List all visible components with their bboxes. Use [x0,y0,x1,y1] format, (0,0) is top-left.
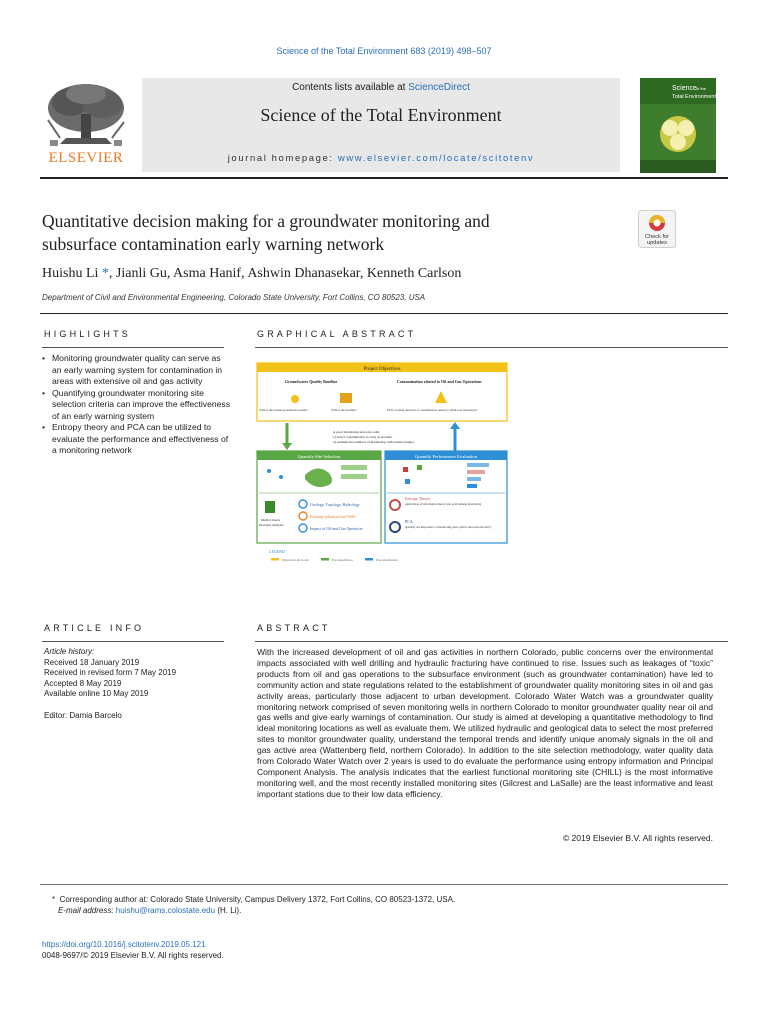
footnote-star: * [52,895,56,904]
footnote-divider [40,884,728,885]
cover-of-the: of the [696,86,707,91]
author-list [42,266,461,282]
pca-desc: Quantify the importance of monitoring sites (which sites perform best?) [405,525,492,529]
rank-bar [467,484,477,488]
highlights-heading: HIGHLIGHTS [44,329,132,339]
accepted-date: Accepted 8 May 2019 [44,678,122,688]
criterion-oilgas: Impact of Oil and Gas Operation [310,526,363,531]
graphical-abstract-figure[interactable] [255,353,511,571]
corresponding-footnote [52,894,455,916]
criterion-geology: Geology, Topology, Hydrology [310,502,360,507]
criterion-infrastructure: Existing infrastructure/Wells [310,514,356,519]
journal-reference-link[interactable]: Science of the Total Environment 683 (2019) 498–507 [276,46,492,56]
graphical-abstract-heading: GRAPHICAL ABSTRACT [257,329,417,339]
journal-title: Science of the Total Environment [260,105,502,125]
email-suffix: (H. Li). [215,906,242,915]
homepage-prefix: journal homepage: [227,153,338,164]
corresponding-author-note [52,894,455,905]
email-label: E-mail address: [58,906,116,915]
highlight-item: • Monitoring groundwater quality can serve as an early warning system for contamination in areas with extensive oil and gas activity [40,353,230,388]
homepage-link[interactable]: www.elsevier.com/locate/scitotenv [337,153,535,164]
legend-swatch-post [365,558,373,561]
article-title-line2: subsurface contamination early warning network [42,234,385,254]
article-history-label: Article history: [44,647,95,656]
network-note-2: 1) detect contamination as early as possible. [333,435,393,439]
highlight-item: • Quantifying groundwater monitoring site selection criteria can improve the effectiveness of an early warning system [40,388,230,423]
network-note-3: 2) optimize the numbers of monitoring wells/reduce budget. [333,440,415,444]
rank-bar [467,477,481,481]
online-date: Available online 10 May 2019 [44,689,149,699]
mcda-line1: Multi-Criteria [261,518,281,522]
revised-date: Received in revised form 7 May 2019 [44,668,177,678]
first-author: Huishu Li [42,266,102,281]
legend-swatch-pre [321,558,329,561]
rank-bar [467,470,485,474]
article-info-divider [42,641,224,642]
sun-icon [291,395,299,403]
question-early-warning: Early warning detection of contamination related to Oil & Gas Operations? [387,408,478,412]
received-date: Received 18 January 2019 [44,657,140,667]
email-link[interactable]: huishu@rams.colostate.edu [115,906,216,915]
legend-objectives: Objectives & Goals [282,558,309,562]
other-authors: , Jianli Gu, Asma Hanif, Ashwin Dhanasekar, Kenneth Carlson [108,266,462,281]
abstract-divider [255,641,728,642]
legend-pre-installation: Pre-installation [332,558,353,562]
baseline-label: Groundwater Quality Baseline [285,379,338,384]
check-badge-line1: Check for [645,234,669,240]
well-marker-icon [267,469,271,473]
title-divider [40,313,728,314]
abstract-copyright: © 2019 Elsevier B.V. All rights reserved. [562,833,713,843]
question-baseline: What is the baseline? [331,408,357,412]
author-affiliation: Department of Civil and Environmental Engineering, Colorado State University, Fort Collins, CO 80523, USA [42,293,426,302]
header-divider [40,177,728,179]
legend-post-installation: Post-installation [376,558,399,562]
corresponding-address: Corresponding author at: Colorado State University, Campus Delivery 1372, Fort Collins, CO 80523-1372, USA. [59,895,456,904]
graphical-abstract-divider [255,347,728,348]
abstract-heading: ABSTRACT [257,623,331,633]
check-for-updates-badge[interactable] [638,210,676,248]
article-info-heading: ARTICLE INFO [44,623,145,633]
rank-bar [467,463,489,467]
site-marker-icon [417,465,422,470]
site-marker-icon [405,479,410,484]
sciencedirect-link[interactable]: ScienceDirect [408,82,470,93]
entropy-desc: Application of information theory into environment monitoring [405,502,482,506]
article-title-line1: Quantitative decision making for a groundwater monitoring and [42,211,490,231]
performance-label: Quantify Performance Evaluation [415,454,477,459]
check-badge-line2: updates [647,240,667,246]
cover-title-line1: Science [672,85,697,92]
pca-title: PCA [405,519,413,524]
article-info-block [44,647,234,722]
legend-swatch-objectives [271,558,279,561]
site-selection-label: Quantify Site Selection [297,454,341,459]
elsevier-wordmark: ELSEVIER [48,150,124,166]
project-objectives-label: Project Objectives [363,367,401,372]
site-marker-icon [403,467,408,472]
issn-line: 0048-9697/© 2019 Elsevier B.V. All rights reserved. [42,951,224,960]
well-marker-icon [279,475,283,479]
criteria-tag [341,465,367,470]
highlights-divider [42,347,224,348]
editor-line: Editor: Damia Barcelo [44,710,122,720]
highlights-list [40,353,230,457]
contents-prefix: Contents lists available at [292,82,409,93]
oilgas-label: Contamination related to Oil and Gas Operations [397,379,482,384]
cover-title-line2: Total Environment [672,94,716,100]
highlight-item: • Entropy theory and PCA can be utilized to evaluate the performance and effectiveness of a monitoring network [40,422,230,457]
article-title [42,210,622,256]
contents-available-line [142,82,620,93]
email-line [52,905,455,916]
legend-title: LEGEND [269,549,285,554]
network-note-1: A good monitoring network could, [333,430,380,434]
criteria-tag [341,474,367,479]
mcda-icon [265,501,275,513]
question-normal: What is the normal groundwater quality? [259,408,309,412]
trend-chart-icon [340,393,352,403]
mcda-line2: Decision Analysis [259,523,284,527]
entropy-title: Entropy Theory [405,496,431,501]
corresponding-author-mark[interactable]: * [101,266,109,281]
journal-cover-thumbnail[interactable] [640,78,716,173]
abstract-text: With the increased development of oil and gas activities in northern Colorado, public concerns over the environmental impacts associated with well drilling and hydraulic fracturing have continued to rise. Issues such as leakages of “toxic” products from oil and gas operations to the subsurface environment (such as groundwater contamination) have led to community action and state regulations related to the establishment of groundwater quality monitoring sites in oil and gas activity areas, particularly those adjacent to urban development. Colorado Water Watch was a groundwater quality monitoring network comprised of seven monitoring wells in northern Colorado to monitor groundwater quality near oil and gas wells and give early warnings of contamination. Our study is aimed at developing a quantitative methodology to find ideal monitoring locations as well as evaluate them. We utilized hydraulic and geological data to select the most preferred sites to monitor groundwater quality, understand the temporal trends and identify unique anomaly signals in the oil and gas active area (Wattenberg field, northern Colorado). In addition to the site selection methodology, water quality data from Colorado Water Watch over 2 years is used to do evaluate the performance using entropy information and Principal Component Analysis. The analysis indicates that the earliest functional monitoring site (CHILL) is the most informative monitoring well, and the most recently installed monitoring sites (Gilcrest and LaSalle) are the least informative and least important stations due to their low data efficiency. [257,647,713,799]
journal-homepage-line [142,153,620,164]
doi-link[interactable]: https://doi.org/10.1016/j.scitotenv.2019.05.121 [42,940,206,949]
